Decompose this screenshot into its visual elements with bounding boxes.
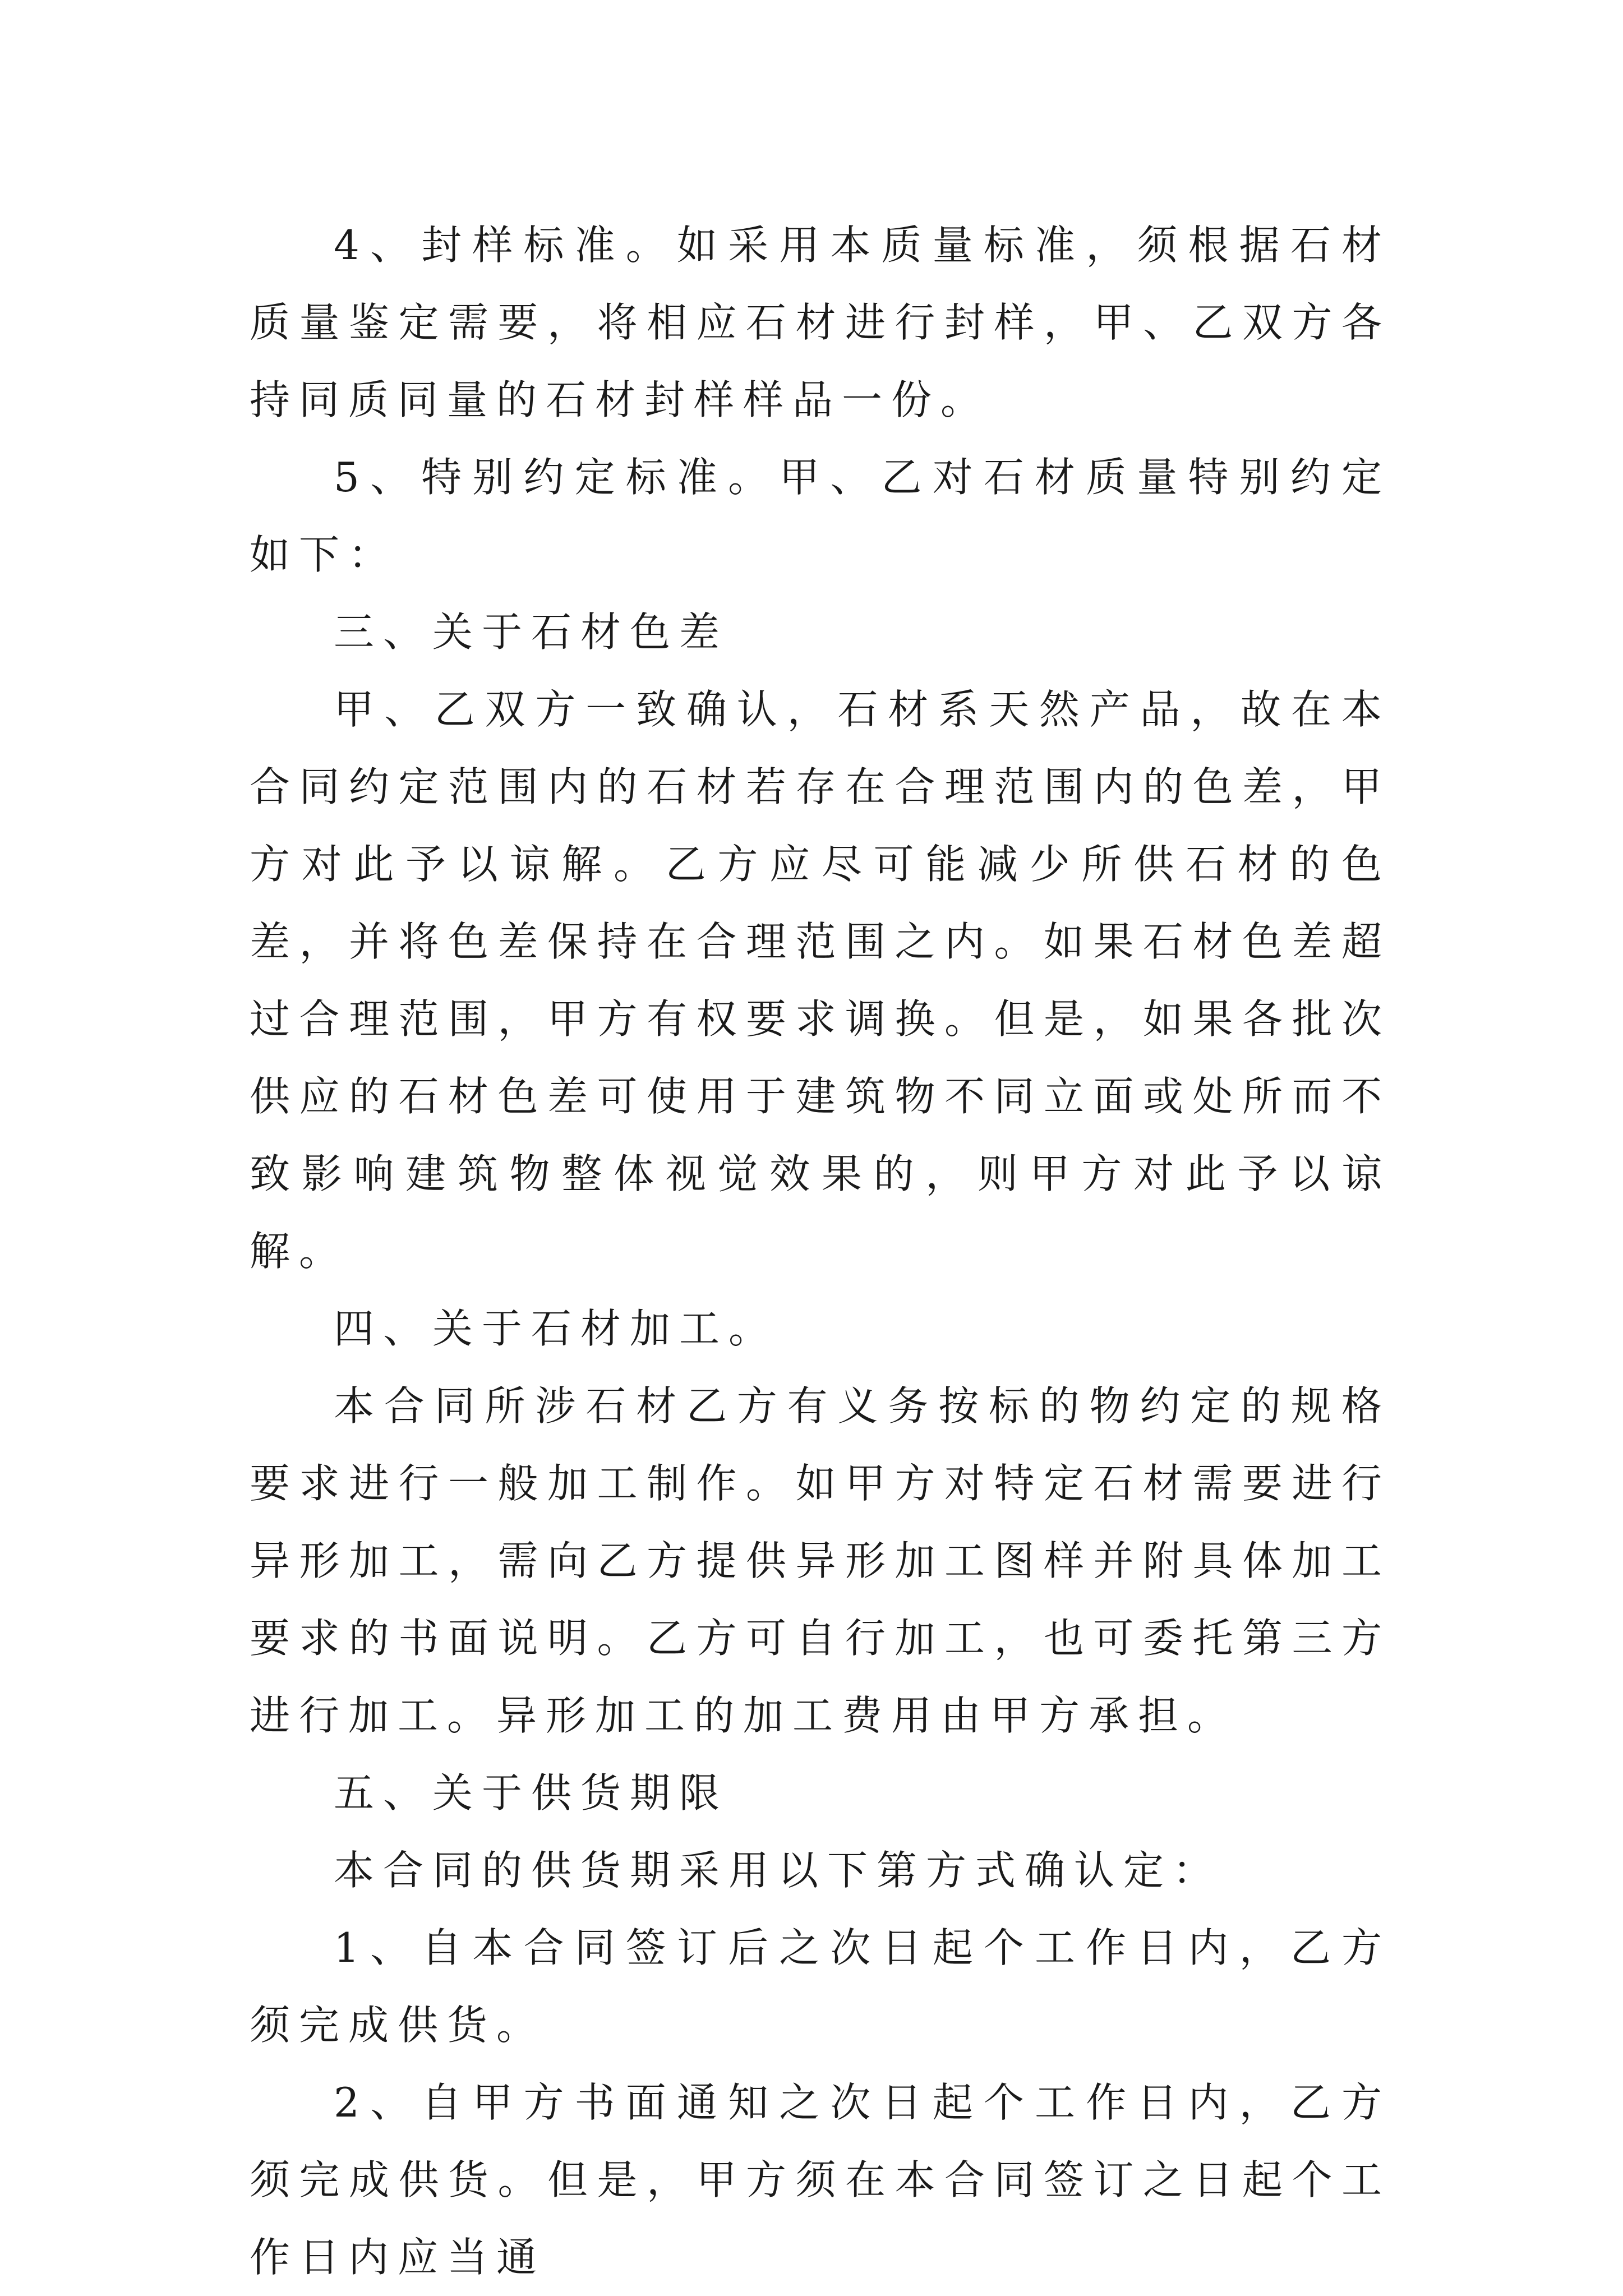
section-heading-color-difference: 三、关于石材色差 (334, 608, 729, 656)
paragraph-special-agreement-standard: 5、特别约定标准。甲、乙对石材质量特别约定如下： (250, 454, 1391, 578)
paragraph-supply-option-1: 1、自本合同签订后之次日起个工作日内，乙方须完成供货。 (250, 1924, 1391, 2049)
paragraph-supply-period-method: 本合同的供货期采用以下第方式确认定： (334, 1847, 1223, 1894)
paragraph-sealed-sample-standard: 4、封样标准。如采用本质量标准，须根据石材质量鉴定需要，将相应石材进行封样，甲、乙双方各持同质同量的石材封样样品一份。 (250, 222, 1391, 423)
paragraph-color-difference: 甲、乙双方一致确认，石材系天然产品，故在本合同约定范围内的石材若存在合理范围内的色差，甲方对此予以谅解。乙方应尽可能减少所供石材的色差，并将色差保持在合理范围之内。如果石材色差超过合理范围，甲方有权要求调换。但是，如果各批次供应的石材色差可使用于建筑物不同立面或处所而不致影响建筑物整体视觉效果的，则甲方对此予以谅解。 (250, 686, 1391, 1275)
paragraph-processing: 本合同所涉石材乙方有义务按标的物约定的规格要求进行一般加工制作。如甲方对特定石材需要进行异形加工，需向乙方提供异形加工图样并附具体加工要求的书面说明。乙方可自行加工，也可委托第三方进行加工。异形加工的加工费用由甲方承担。 (250, 1382, 1391, 1739)
section-heading-supply-period: 五、关于供货期限 (334, 1769, 729, 1816)
section-heading-processing: 四、关于石材加工。 (334, 1305, 778, 1352)
paragraph-supply-option-2: 2、自甲方书面通知之次日起个工作日内，乙方须完成供货。但是，甲方须在本合同签订之日起个工作日内应当通 (250, 2079, 1391, 2281)
document-body (250, 206, 1391, 2296)
